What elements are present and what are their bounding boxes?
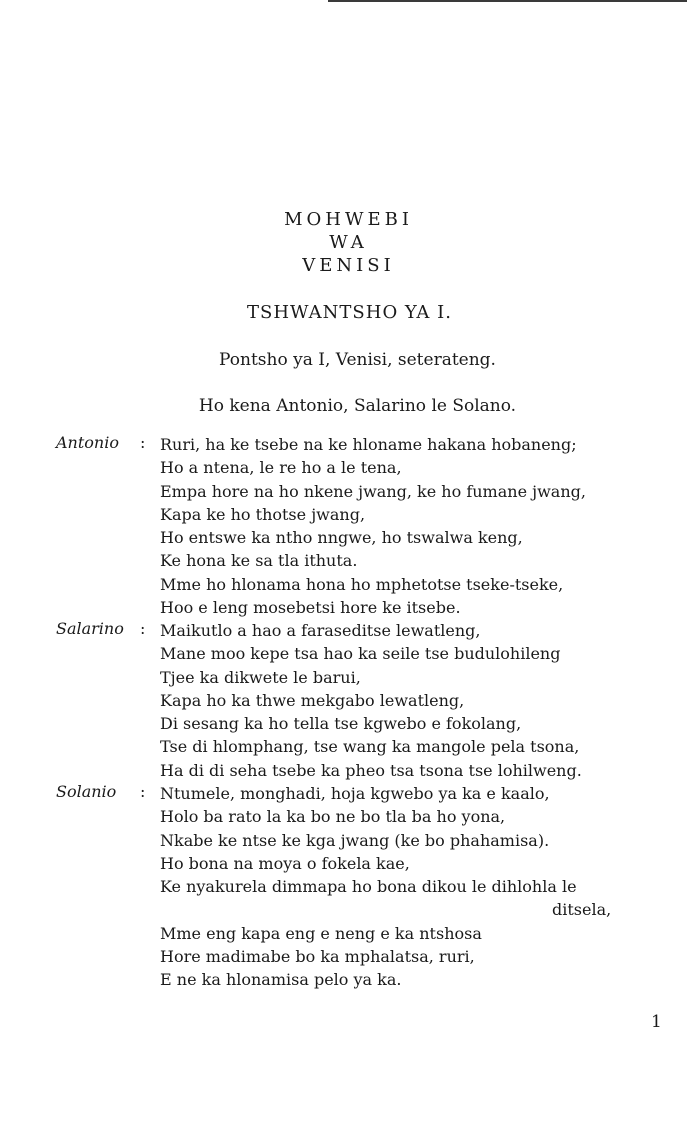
verse-line: Hore madimabe bo ka mphalatsa, ruri, [160, 947, 475, 967]
verse-lines [160, 619, 582, 782]
speaker-name [56, 619, 146, 638]
verse-lines [160, 782, 611, 992]
page-number: 1 [651, 1012, 662, 1032]
stage-direction-setting: Pontsho ya I, Venisi, seterateng. [219, 350, 496, 370]
verse-line: Maikutlo a hao a faraseditse lewatleng, [160, 621, 481, 640]
verse-line: Di sesang ka ho tella tse kgwebo e fokolang, [160, 714, 522, 734]
verse-line: Mane moo kepe tsa hao ka seile tse budulohileng [160, 644, 561, 664]
verse-line: Ke hona ke sa tla ithuta. [160, 551, 358, 571]
speaker-label: Antonio [56, 433, 119, 452]
title-line-3: VENISI [302, 255, 395, 276]
verse-line: Hoo e leng mosebetsi hore ke itsebe. [160, 598, 461, 618]
speaker-label: Solanio [56, 782, 117, 801]
title-line-2: WA [329, 232, 368, 253]
top-border-rule [328, 0, 687, 2]
speaker-colon: : [140, 782, 146, 801]
verse-line: Ha di di seha tsebe ka pheo tsa tsona tse lohilweng. [160, 760, 582, 780]
verse-line: Ke nyakurela dimmapa ho bona dikou le dihlohla le [160, 877, 577, 897]
verse-line: Ruri, ha ke tsebe na ke hloname hakana hobaneng; [160, 435, 577, 454]
verse-line: Ho entswe ka ntho nngwe, ho tswalwa keng, [160, 528, 523, 548]
speaker-label: Salarino [56, 619, 124, 638]
verse-line-continuation: ditsela, [552, 900, 612, 920]
speaker-name [56, 782, 146, 801]
verse-line: Ho bona na moya o fokela kae, [160, 853, 410, 873]
verse-line: Tse di hlomphang, tse wang ka mangole pela tsona, [160, 737, 580, 757]
speaker-colon: : [140, 433, 146, 452]
verse-line: Holo ba rato la ka bo ne bo tla ba ho yona, [160, 807, 506, 827]
speaker-colon: : [140, 619, 146, 638]
verse-line: E ne ka hlonamisa pelo ya ka. [160, 970, 402, 990]
verse-line: Kapa ke ho thotse jwang, [160, 504, 366, 524]
stage-direction-entrance: Ho kena Antonio, Salarino le Solano. [198, 396, 517, 416]
verse-line: Nkabe ke ntse ke kga jwang (ke bo phahamisa). [160, 830, 550, 850]
verse-line: Empa hore na ho nkene jwang, ke ho fumane jwang, [160, 481, 586, 501]
scene-heading: TSHWANTSHO YA I. [247, 302, 452, 323]
verse-lines [160, 433, 586, 619]
speaker-name [56, 433, 146, 452]
title-line-1: MOHWEBI [284, 209, 413, 230]
play-title [0, 208, 687, 277]
verse-line: Mme ho hlonama hona ho mphetotse tseke-tseke, [160, 574, 564, 594]
verse-line: Ho a ntena, le re ho a le tena, [160, 458, 402, 478]
verse-line: Mme eng kapa eng e neng e ka ntshosa [160, 923, 482, 943]
verse-line: Kapa ho ka thwe mekgabo lewatleng, [160, 690, 465, 710]
verse-line: Ntumele, monghadi, hoja kgwebo ya ka e kaalo, [160, 784, 550, 803]
verse-line: Tjee ka dikwete le barui, [160, 667, 361, 687]
